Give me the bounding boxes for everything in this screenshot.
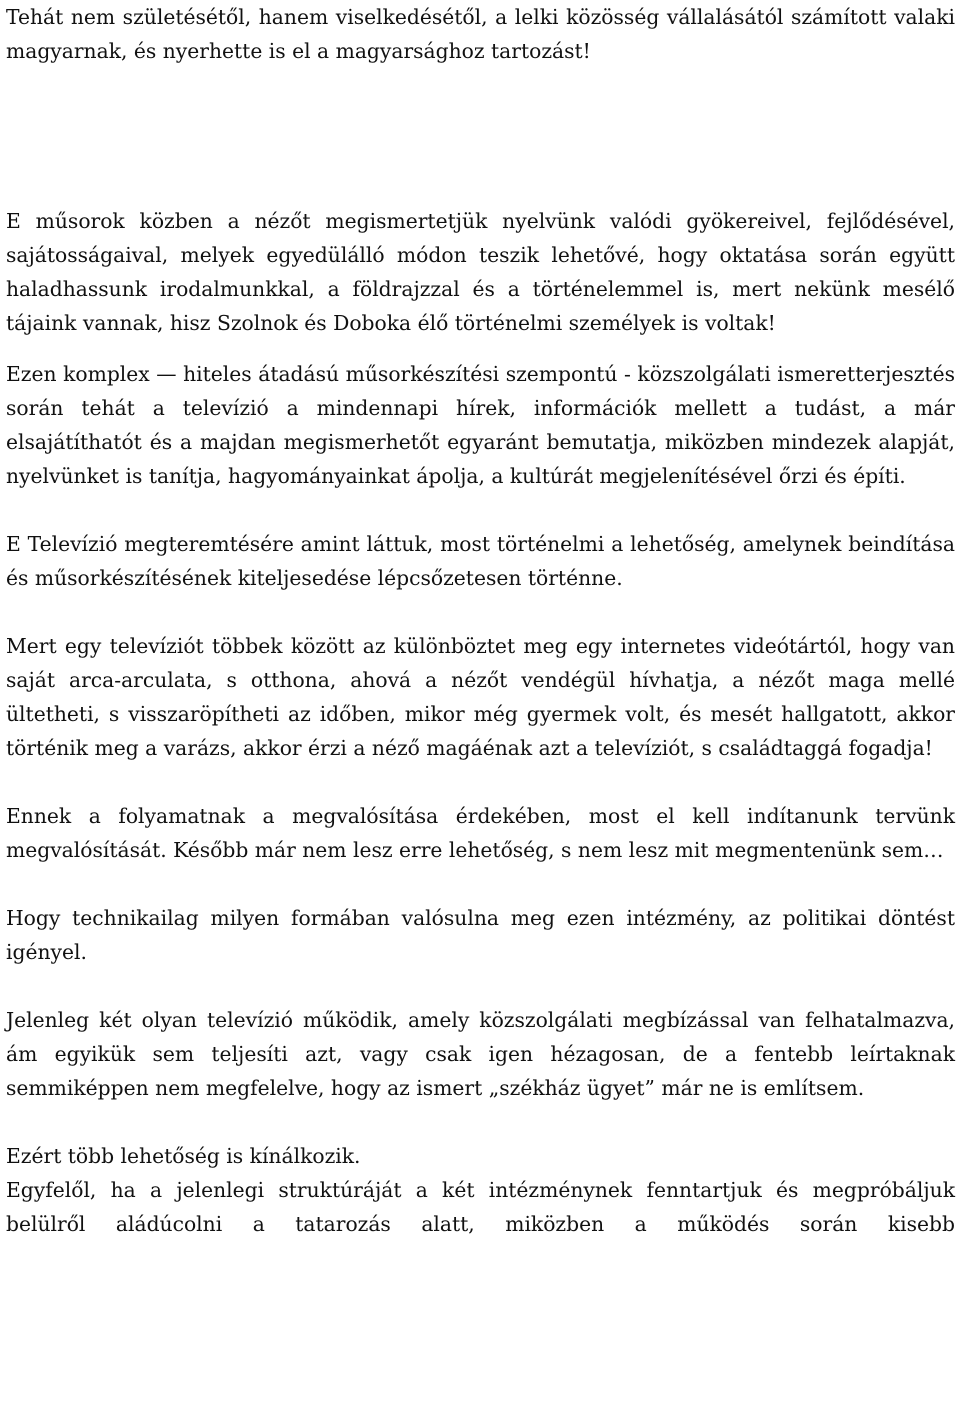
spacer	[6, 1105, 955, 1139]
spacer	[6, 765, 955, 799]
paragraph-2: E műsorok közben a nézőt megismertetjük nyelvünk valódi gyökereivel, fejlődésével, sajátosságaival, melyek egyedülálló módon teszik lehetővé, hogy oktatása során együtt haladhassunk irodalmunkkal, a földrajzzal és a történelemmel is, mert nekünk mesélő tájaink vannak, hisz Szolnok és Doboka élő történelmi személyek is voltak!	[6, 209, 955, 335]
paragraph-5: Mert egy televíziót többek között az különböztet meg egy internetes videótártól, hogy van saját arca-arculata, s otthona, ahová a nézőt vendégül hívhatja, a nézőt maga mellé ültetheti, s visszaröpítheti az időben, mikor még gyermek volt, és mesét hallgatott, akkor történik meg a varázs, akkor érzi a néző magáénak azt a televíziót, s családtaggá fogadja!	[6, 634, 955, 760]
paragraph-3: Ezen komplex — hiteles átadású műsorkészítési szempontú - közszolgálati ismeretterjesztés során tehát a televízió a mindennapi hírek, információk mellett a tudást, a már elsajátíthatót és a majdan megismerhetőt egyaránt bemutatja, miközben mindezek alapját, nyelvünket is tanítja, hagyományainkat ápolja, a kultúrát megjelenítésével őrzi és építi.	[6, 362, 955, 488]
document-page	[6, 0, 955, 1241]
spacer	[6, 867, 955, 901]
paragraph-7: Hogy technikailag milyen formában valósulna meg ezen intézmény, az politikai döntést igényel.	[6, 906, 955, 964]
spacer	[6, 340, 955, 357]
paragraph-8: Jelenleg két olyan televízió működik, amely közszolgálati megbízással van felhatalmazva, ám egyikük sem teljesíti azt, vagy csak igen hézagosan, de a fentebb leírtaknak semmiképpen nem megfelelve, hogy az ismert „székház ügyet” már ne is említsem.	[6, 1008, 955, 1100]
paragraph-1: Tehát nem születésétől, hanem viselkedésétől, a lelki közösség vállalásától számított valaki magyarnak, és nyerhette is el a magyarsághoz tartozást!	[6, 5, 955, 63]
paragraph-4: E Televízió megteremtésére amint láttuk, most történelmi a lehetőség, amelynek beindítása és műsorkészítésének kiteljesedése lépcsőzetesen történne.	[6, 532, 955, 590]
spacer	[6, 493, 955, 527]
paragraph-10: Egyfelől, ha a jelenlegi struktúráját a két intézménynek fenntartjuk és megpróbáljuk belülről aládúcolni a tatarozás alatt, miközben a működés során kisebb	[6, 1178, 955, 1236]
spacer	[6, 595, 955, 629]
spacer	[6, 969, 955, 1003]
paragraph-9: Ezért több lehetőség is kínálkozik.	[6, 1144, 361, 1168]
spacer	[6, 68, 955, 204]
paragraph-6: Ennek a folyamatnak a megvalósítása érdekében, most el kell indítanunk tervünk megvalósítását. Később már nem lesz erre lehetőség, s nem lesz mit megmentenünk sem…	[6, 804, 955, 862]
